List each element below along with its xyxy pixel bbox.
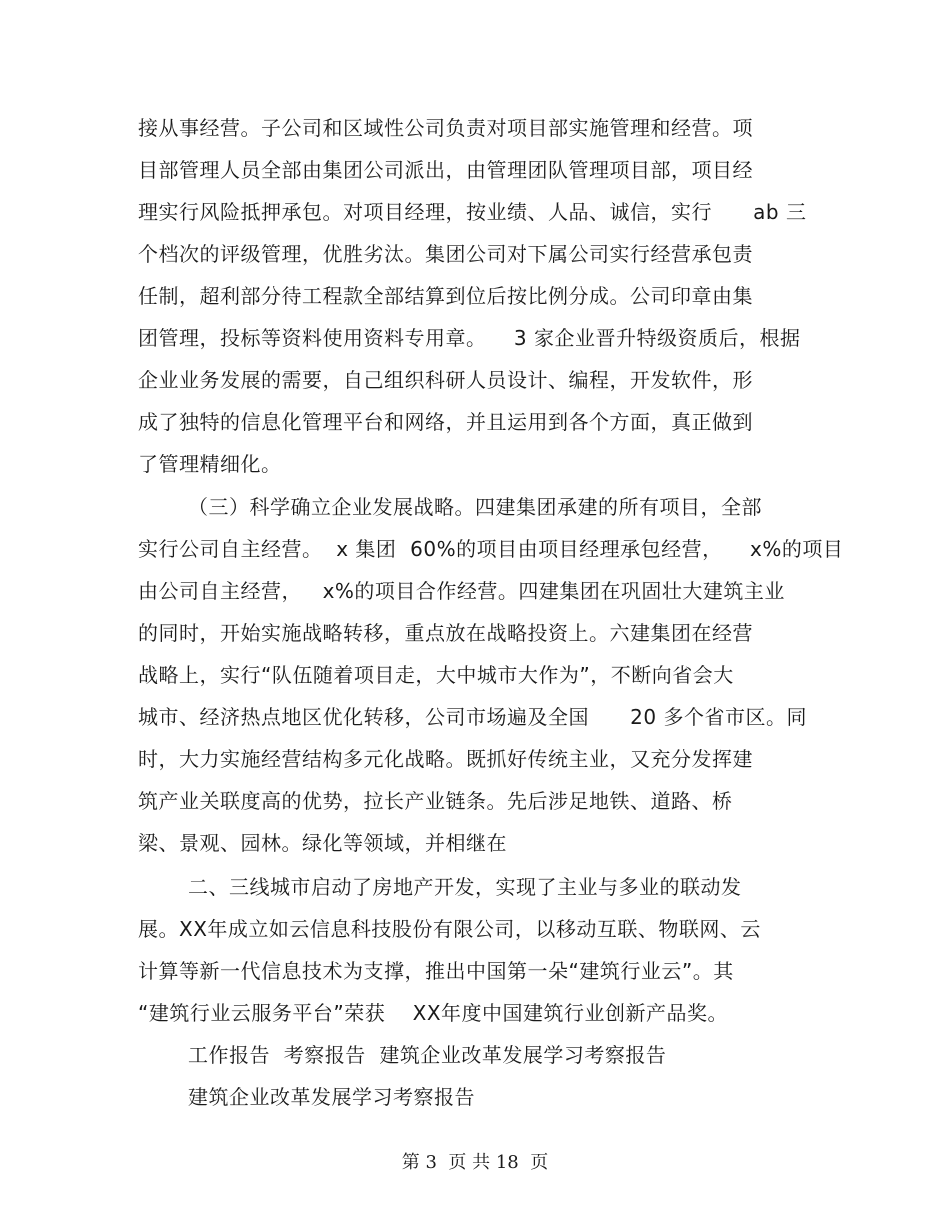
- paragraph-line: 战略上，实行“队伍随着项目走，大中城市大作为”，不断向省会大: [138, 663, 734, 687]
- paragraph-line: 计算等新一代信息技术为支撑，推出中国第一朵“建筑行业云”。其: [138, 959, 734, 983]
- paragraph-line: 由公司自主经营， x%的项目合作经营。四建集团在巩固壮大建筑主业: [138, 579, 785, 603]
- paragraph-line: 成了独特的信息化管理平台和网络，并且运用到各个方面，真正做到: [138, 410, 753, 434]
- paragraph-line: 时，大力实施经营结构多元化战略。既抓好传统主业，又充分发挥建: [138, 747, 753, 771]
- paragraph-line: 梁、景观、园林。绿化等领域，并相继在: [138, 831, 507, 855]
- paragraph-line: 团管理，投标等资料使用资料专用章。 3 家企业晋升特级资质后，根据: [138, 326, 801, 350]
- paragraph-line: 的同时，开始实施战略转移，重点放在战略投资上。六建集团在经营: [138, 621, 753, 645]
- report-title-line: 建筑企业改革发展学习考察报告: [188, 1085, 475, 1109]
- paragraph-line: “建筑行业云服务平台”荣获 XX年度中国建筑行业创新产品奖。: [138, 1001, 729, 1025]
- paragraph-line: 了管理精细化。: [138, 452, 282, 476]
- report-category-line: 工作报告 考察报告 建筑企业改革发展学习考察报告: [188, 1043, 667, 1067]
- paragraph-line: 实行公司自主经营。 x 集团 60%的项目由项目经理承包经营， x%的项目: [138, 537, 844, 561]
- paragraph-line: 理实行风险抵押承包。对项目经理，按业绩、人品、诚信，实行 ab 三: [138, 200, 807, 224]
- paragraph-line: （三）科学确立企业发展战略。四建集团承建的所有项目，全部: [188, 495, 762, 519]
- paragraph-line: 企业业务发展的需要，自己组织科研人员设计、编程，开发软件，形: [138, 368, 753, 392]
- paragraph-line: 展。XX年成立如云信息科技股份有限公司，以移动互联、物联网、云: [138, 917, 761, 941]
- paragraph-line: 任制，超利部分待工程款全部结算到位后按比例分成。公司印章由集: [138, 284, 753, 308]
- paragraph-line: 城市、经济热点地区优化转移，公司市场遍及全国 20 多个省市区。同: [138, 705, 807, 729]
- paragraph-line: 个档次的评级管理，优胜劣汰。集团公司对下属公司实行经营承包责: [138, 242, 753, 266]
- page-number-footer: 第 3 页 共 18 页: [401, 1152, 549, 1173]
- paragraph-line: 筑产业关联度高的优势，拉长产业链条。先后涉足地铁、道路、桥: [138, 789, 733, 813]
- paragraph-line: 二、三线城市启动了房地产开发，实现了主业与多业的联动发: [188, 875, 742, 899]
- paragraph-line: 接从事经营。子公司和区域性公司负责对项目部实施管理和经营。项: [138, 116, 753, 140]
- paragraph-line: 目部管理人员全部由集团公司派出，由管理团队管理项目部，项目经: [138, 158, 753, 182]
